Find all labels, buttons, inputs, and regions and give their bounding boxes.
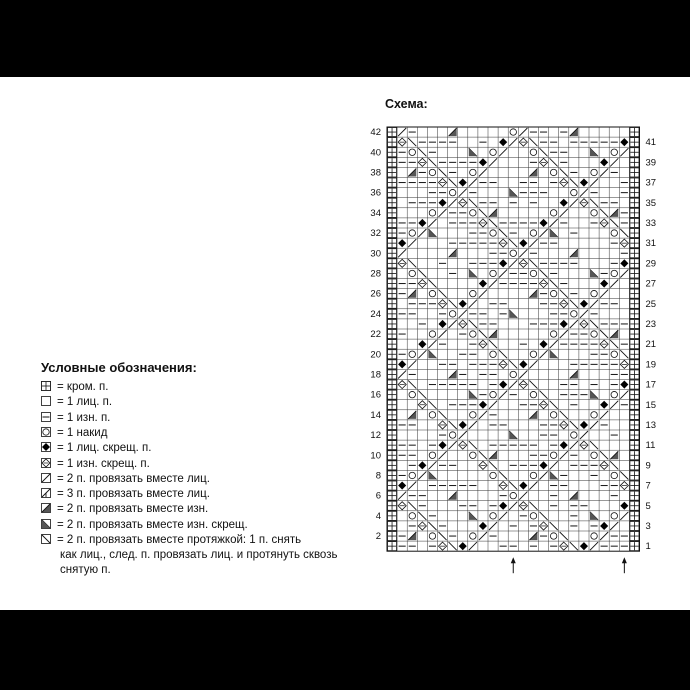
chart-cell (388, 461, 397, 470)
chart-cell (630, 330, 639, 339)
chart-cell (388, 431, 397, 440)
row-number-right: 15 (645, 399, 657, 411)
chart-cell (630, 198, 639, 207)
legend-item (41, 472, 210, 486)
chart-cell (388, 168, 397, 177)
row-number-right: 9 (645, 460, 651, 472)
row-number-right: 13 (645, 419, 657, 431)
legend-item (41, 518, 248, 532)
chart-cell (630, 542, 639, 551)
legend-item (41, 457, 150, 471)
chart-cell (630, 370, 639, 379)
row-number-left: 18 (370, 369, 381, 381)
legend-item (41, 441, 151, 455)
scheme-title: Схема: (385, 97, 428, 111)
row-number-left: 10 (370, 450, 381, 462)
row-number-right: 17 (645, 379, 657, 391)
row-number-right: 29 (645, 258, 657, 270)
row-number-left: 8 (375, 470, 381, 482)
chart-cell (388, 360, 397, 369)
chart-cell (388, 198, 397, 207)
chart-cell (630, 350, 639, 359)
chart-cell (630, 239, 639, 248)
legend-item-label: = 2 п. провязать вместе изн. (57, 503, 209, 516)
k3tog-icon (41, 488, 51, 498)
k2tog-icon (41, 473, 51, 483)
row-number-left: 22 (370, 329, 381, 341)
twisted-knit-icon (41, 442, 51, 452)
chart-cell (388, 491, 397, 500)
legend-item-label: = 1 лиц. п. (57, 396, 113, 409)
chart-cell (630, 319, 639, 328)
legend-item-label: = 2 п. провязать вместе протяжкой: 1 п. снять (57, 534, 302, 546)
legend-item (41, 395, 112, 409)
chart-cell (388, 178, 397, 187)
chart-cell (630, 380, 639, 389)
chart-cell (388, 218, 397, 227)
chart-cell (388, 532, 397, 541)
chart-cell (388, 239, 397, 248)
chart-cell (630, 309, 639, 318)
row-number-left: 26 (370, 288, 381, 300)
row-number-right: 33 (645, 217, 657, 229)
legend-item-label: = 2 п. провязать вместе лиц. (57, 472, 210, 485)
chart-cell (388, 148, 397, 157)
chart-cell (388, 390, 397, 399)
row-number-left: 16 (370, 389, 381, 401)
chart-cell (630, 360, 639, 369)
row-number-right: 37 (645, 177, 657, 189)
chart-cell (388, 229, 397, 238)
chart-cell (388, 289, 397, 298)
chart-cell (388, 309, 397, 318)
chart-cell (630, 128, 639, 137)
row-number-left: 34 (370, 207, 381, 219)
row-number-right: 27 (645, 278, 657, 290)
legend-item (41, 380, 108, 394)
chart-cell (630, 168, 639, 177)
row-number-right: 41 (645, 137, 657, 149)
chart-cell (388, 420, 397, 429)
chart-cell (388, 521, 397, 530)
chart-cell (630, 521, 639, 530)
row-number-left: 42 (370, 127, 381, 139)
chart-cell (388, 249, 397, 258)
chart-cell (388, 128, 397, 137)
chart-cell (388, 380, 397, 389)
chart-cell (630, 229, 639, 238)
row-number-left: 36 (370, 187, 381, 199)
chart-cell (630, 148, 639, 157)
chart-cell (630, 431, 639, 440)
chart-cell (630, 481, 639, 490)
ssk-icon (41, 534, 51, 544)
legend-item (41, 426, 107, 440)
chart-cell (630, 410, 639, 419)
chart-cell (630, 208, 639, 217)
chart-cell (630, 390, 639, 399)
row-number-right: 7 (645, 480, 651, 492)
row-number-right: 35 (645, 197, 657, 209)
row-number-left: 40 (370, 147, 381, 159)
p2tog-twisted-icon (41, 519, 51, 529)
row-number-right: 21 (645, 339, 657, 351)
p2tog-icon (41, 503, 51, 513)
legend-item (41, 487, 210, 501)
legend-item-label: = 1 изн. п. (57, 411, 111, 424)
chart-cell (630, 279, 639, 288)
row-number-right: 31 (645, 238, 657, 250)
row-number-left: 12 (370, 430, 381, 442)
yarn-over-icon (41, 427, 51, 437)
up-arrow-icon (622, 557, 627, 573)
legend-item (41, 502, 208, 516)
legend-item-label: = 1 лиц. скрещ. п. (57, 442, 152, 455)
row-number-left: 32 (370, 228, 381, 240)
chart-cell (388, 330, 397, 339)
legend-title: Условные обозначения: (41, 360, 197, 375)
legend-item-label: = 2 п. провязать вместе изн. скрещ. (57, 518, 248, 531)
edge-stitch-icon (41, 381, 51, 391)
chart-cell (388, 370, 397, 379)
row-number-left: 28 (370, 268, 381, 280)
row-number-left: 30 (370, 248, 381, 260)
twisted-purl-icon (41, 458, 51, 468)
chart-cell (630, 400, 639, 409)
chart-cell (388, 279, 397, 288)
chart-cell (630, 451, 639, 460)
chart-cell (388, 319, 397, 328)
chart-cell (388, 269, 397, 278)
chart-cell (630, 501, 639, 510)
chart-cell (388, 158, 397, 167)
legend-item-label: = 1 накид (57, 426, 108, 439)
knit-icon (41, 396, 51, 406)
row-number-left: 2 (375, 531, 381, 543)
chart-cell (388, 441, 397, 450)
chart-cell (630, 420, 639, 429)
chart-cell (388, 259, 397, 268)
legend-note-continuation: как лиц., след. п. провязать лиц. и протянуть сквозь снятую п. (60, 549, 338, 577)
row-number-right: 39 (645, 157, 657, 169)
chart-cell (630, 178, 639, 187)
chart-cell (388, 501, 397, 510)
chart-cell (388, 542, 397, 551)
chart-cell (630, 511, 639, 520)
row-number-right: 3 (645, 520, 651, 532)
chart-cell (630, 259, 639, 268)
chart-cell (630, 299, 639, 308)
chart-cell (388, 481, 397, 490)
row-number-right: 1 (645, 541, 651, 553)
chart-cell (630, 138, 639, 147)
legend-item (41, 411, 110, 425)
chart-cell (630, 188, 639, 197)
chart-cell (388, 299, 397, 308)
chart-cell (388, 138, 397, 147)
chart-cell (630, 491, 639, 500)
chart-cell (388, 471, 397, 480)
pattern-panel (0, 77, 690, 610)
up-arrow-icon (511, 557, 516, 573)
chart-cell (630, 340, 639, 349)
chart-cell (630, 461, 639, 470)
chart-cell (388, 451, 397, 460)
row-number-right: 23 (645, 318, 657, 330)
legend-item (41, 533, 301, 547)
row-number-left: 38 (370, 167, 381, 179)
purl-icon (41, 412, 51, 422)
chart-cell (388, 410, 397, 419)
chart-cell (388, 340, 397, 349)
chart-cell (388, 208, 397, 217)
chart-cell (630, 249, 639, 258)
chart-cell (388, 188, 397, 197)
row-number-left: 24 (370, 308, 381, 320)
chart-cell (630, 289, 639, 298)
chart-cell (630, 269, 639, 278)
chart-cell (630, 158, 639, 167)
row-number-right: 25 (645, 298, 657, 310)
legend-item-label: = 3 п. провязать вместе лиц. (57, 488, 210, 501)
row-number-right: 19 (645, 359, 657, 371)
row-number-left: 20 (370, 349, 381, 361)
knitting-chart (360, 111, 657, 591)
row-number-left: 4 (375, 510, 381, 522)
legend-item-label: = 1 изн. скрещ. п. (57, 457, 150, 470)
legend-item-label: = кром. п. (57, 381, 109, 393)
chart-cell (630, 532, 639, 541)
chart-grid (387, 127, 640, 551)
row-number-right: 11 (645, 440, 656, 452)
chart-cell (630, 471, 639, 480)
row-number-left: 14 (370, 409, 381, 421)
chart-cell (388, 400, 397, 409)
chart-cell (630, 218, 639, 227)
row-number-right: 5 (645, 500, 651, 512)
chart-cell (388, 511, 397, 520)
chart-cell (630, 441, 639, 450)
chart-cell (388, 350, 397, 359)
row-number-left: 6 (375, 490, 381, 502)
